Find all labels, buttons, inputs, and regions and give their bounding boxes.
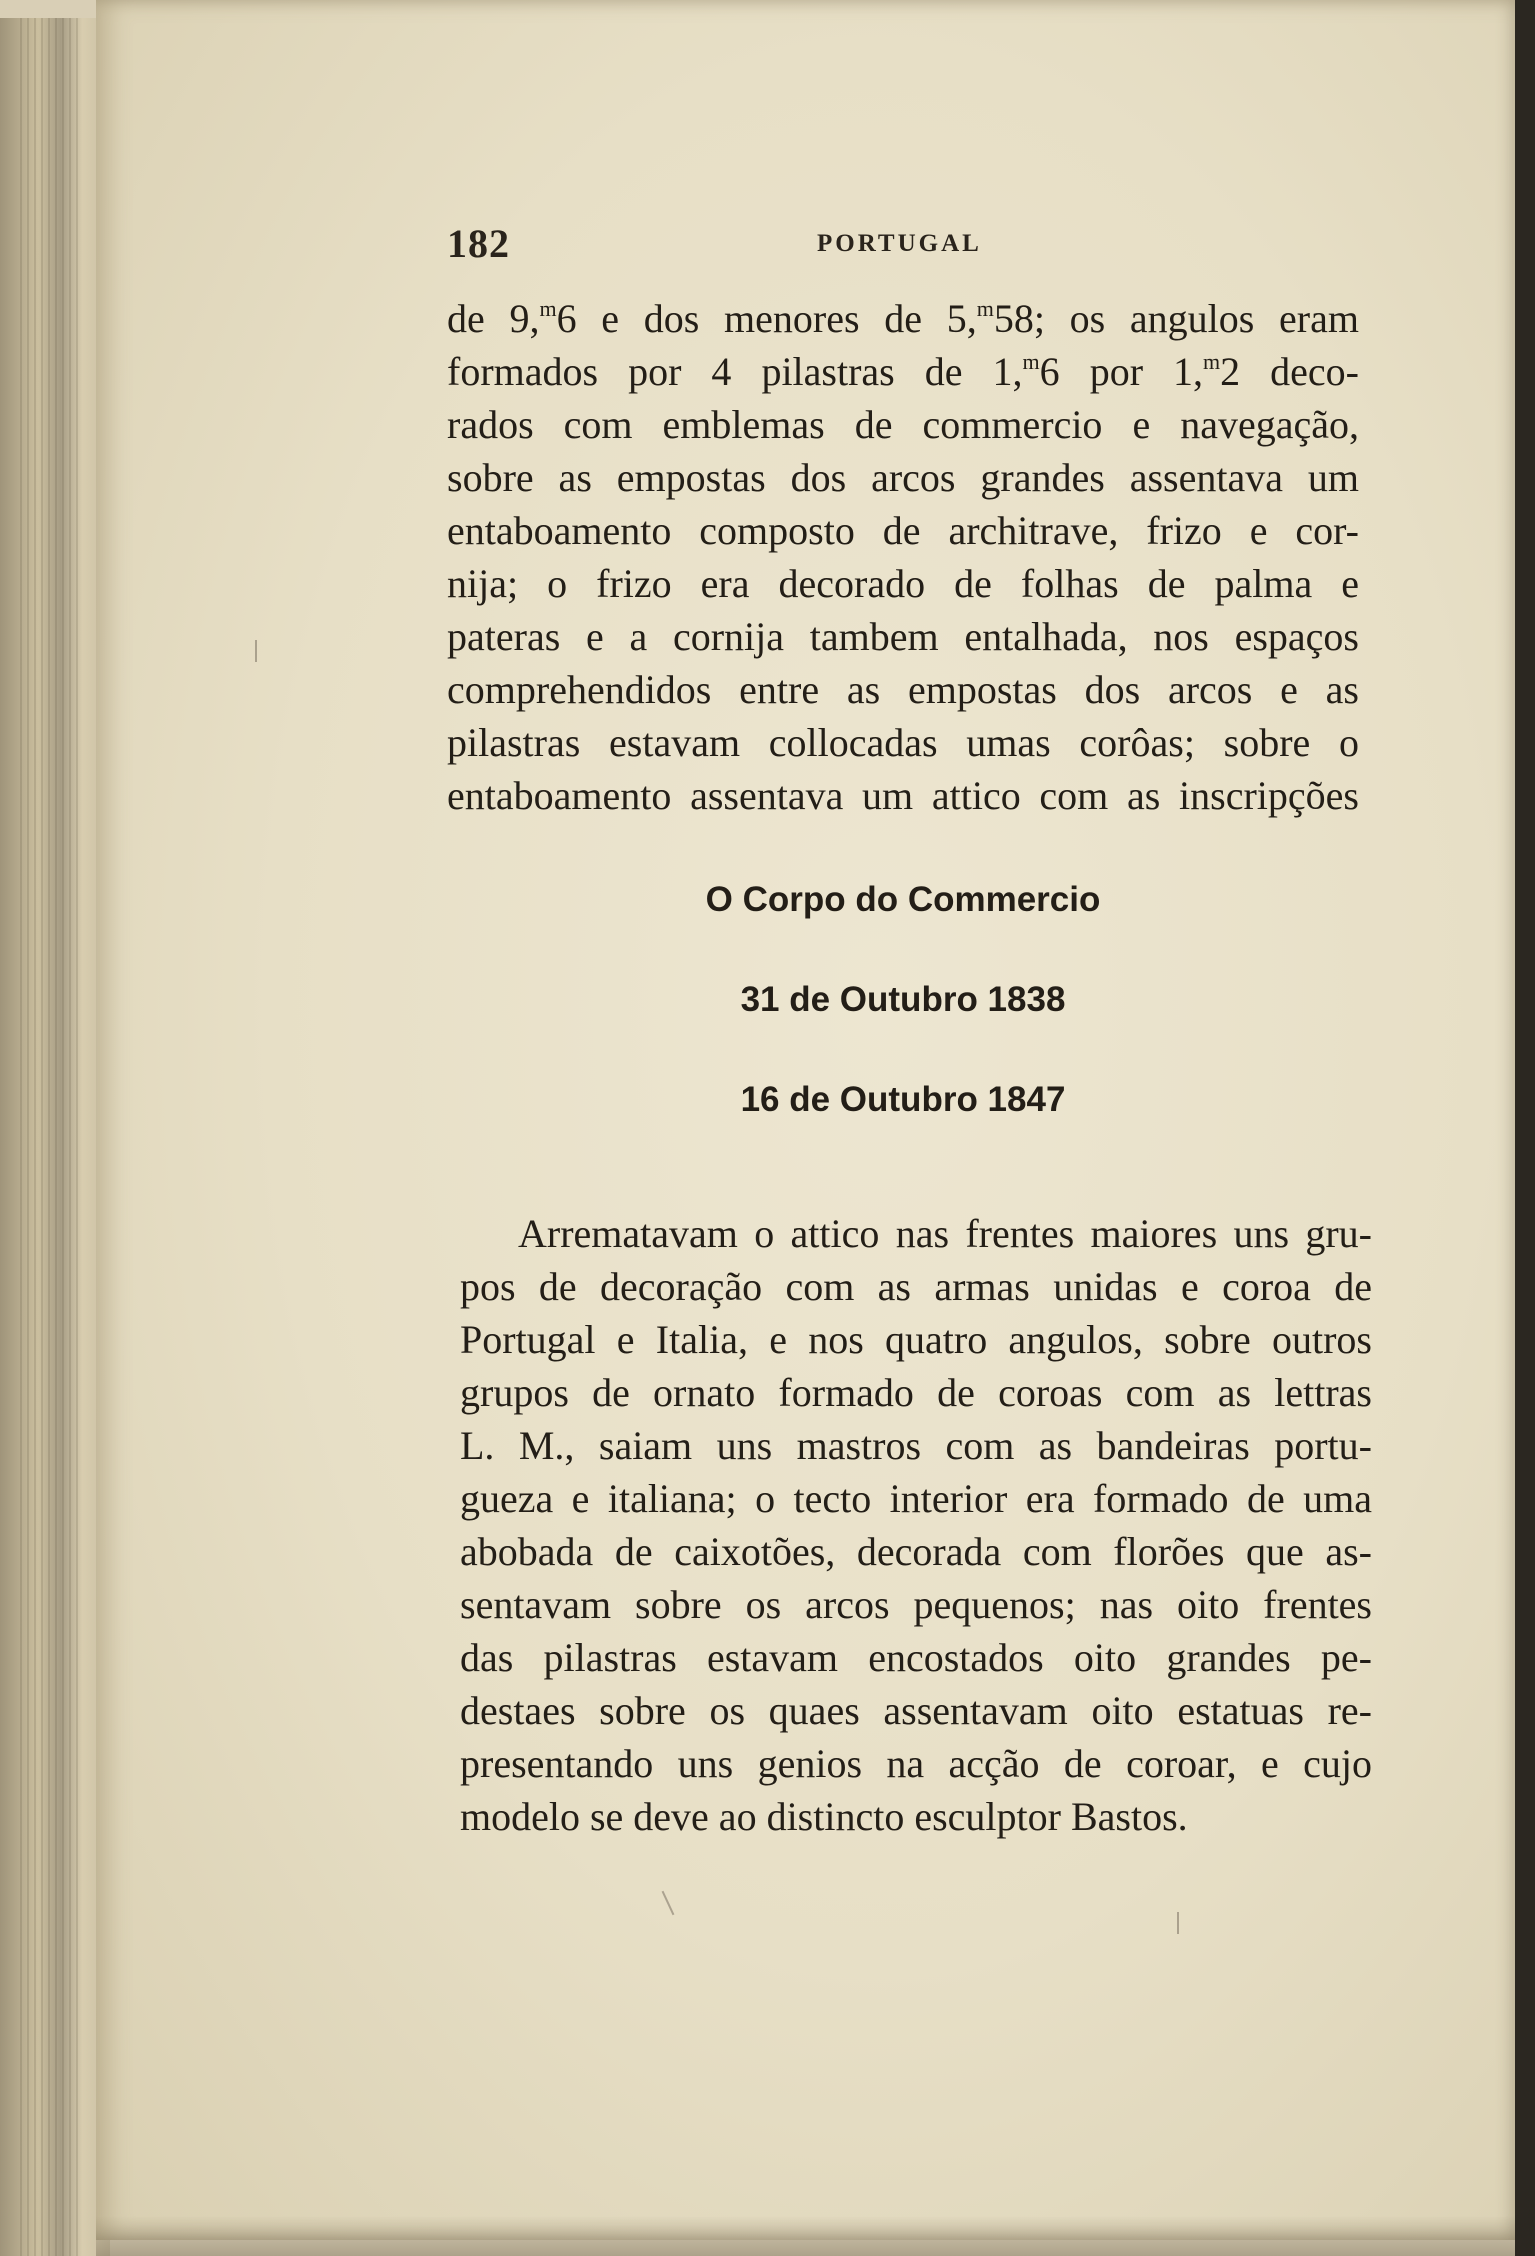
text-line: das pilastras estavam encostados oito grandes pe- (460, 1635, 1372, 1680)
paper-speck (1177, 1912, 1179, 1934)
text-line: L. M., saiam uns mastros com as bandeiras portu- (460, 1423, 1372, 1468)
text-line: Portugal e Italia, e nos quatro angulos, sobre outros (460, 1317, 1372, 1362)
text-line: Arrematavam o attico nas frentes maiores uns gru- (518, 1211, 1372, 1256)
running-head: PORTUGAL (817, 230, 982, 257)
paragraph-2 (460, 1207, 1372, 1843)
text-line: comprehendidos entre as empostas dos arcos e as (447, 667, 1359, 712)
text-line: destaes sobre os quaes assentavam oito estatuas re- (460, 1688, 1372, 1733)
text-line: nija; o frizo era decorado de folhas de palma e (447, 561, 1359, 606)
page-edges (0, 18, 110, 2256)
text-line: gueza e italiana; o tecto interior era formado de uma (460, 1476, 1372, 1521)
text-line: grupos de ornato formado de coroas com as lettras (460, 1370, 1372, 1415)
text-line: rados com emblemas de commercio e navegação, (447, 402, 1359, 447)
inscription-line: O Corpo do Commercio (705, 880, 1101, 919)
scan-border (1515, 0, 1535, 2256)
paper-speck (255, 640, 257, 662)
paragraph-1 (447, 292, 1359, 822)
text-line: pilastras estavam collocadas umas corôas; sobre o (447, 720, 1359, 765)
inscription-line: 31 de Outubro 1838 (740, 980, 1066, 1019)
text-line: entaboamento assentava um attico com as inscripções (447, 773, 1359, 818)
inscription-line: 16 de Outubro 1847 (740, 1080, 1066, 1119)
page-shadow (96, 2216, 1518, 2256)
text-line: de 9,$^m$6 e dos menores de 5,$^m$58; os angulos eram (447, 296, 1359, 341)
page-header (447, 220, 1347, 270)
text-line: pateras e a cornija tambem entalhada, nos espaços (447, 614, 1359, 659)
text-line: modelo se deve ao distincto esculptor Bastos. (460, 1794, 1188, 1839)
text-line: formados por 4 pilastras de 1,$^m$6 por 1,$^m$2 deco- (447, 349, 1360, 394)
text-line: pos de decoração com as armas unidas e coroa de (460, 1264, 1372, 1309)
text-line: abobada de caixotões, decorada com florões que as- (460, 1529, 1372, 1574)
text-line: sentavam sobre os arcos pequenos; nas oito frentes (460, 1582, 1372, 1627)
text-line: entaboamento composto de architrave, frizo e cor- (447, 508, 1359, 553)
page-number: 182 (447, 221, 510, 266)
text-line: presentando uns genios na acção de coroar, e cujo (460, 1741, 1372, 1786)
inscriptions-block (447, 870, 1359, 1170)
text-line: sobre as empostas dos arcos grandes assentava um (447, 455, 1359, 500)
